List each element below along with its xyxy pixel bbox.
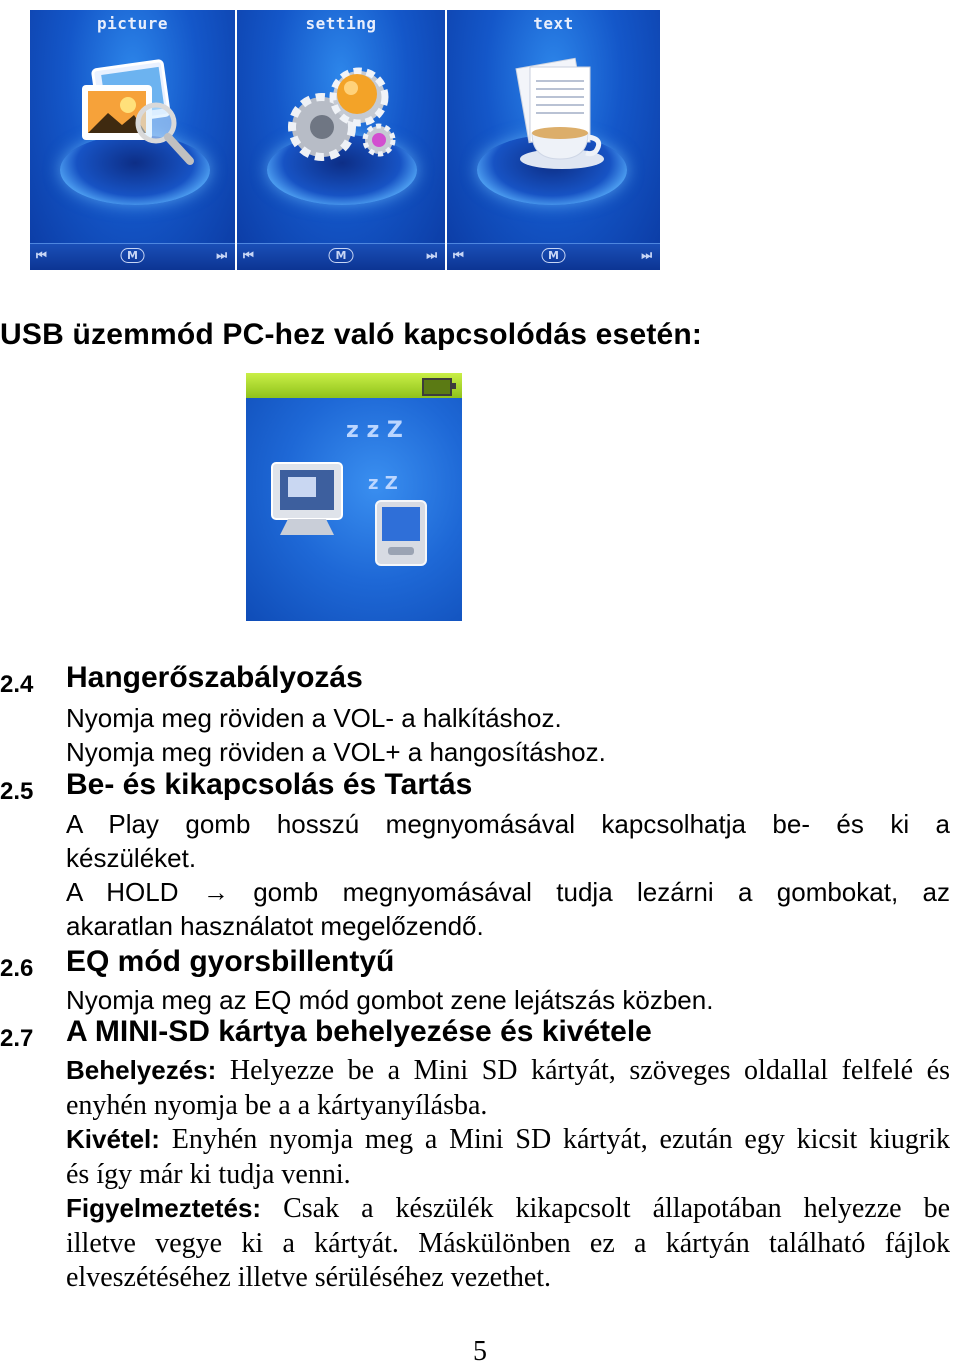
picture-icon xyxy=(78,55,198,175)
warning-label: Figyelmeztetés: xyxy=(66,1193,262,1223)
body-line: A Play gomb hosszú megnyomásával kapcsolhatja be- és ki a xyxy=(66,809,950,839)
menu-icon: M xyxy=(120,248,145,263)
screen-title: text xyxy=(533,14,574,33)
section-title: Be- és kikapcsolás és Tartás xyxy=(66,768,473,801)
section-number: 2.5 xyxy=(0,778,34,805)
screen-control-bar xyxy=(30,243,235,270)
screen-title: picture xyxy=(97,14,168,33)
section-number: 2.7 xyxy=(0,1025,34,1052)
body-line: A HOLD → gomb megnyomásával tudja lezárni a gombokat, az xyxy=(66,877,950,907)
battery-icon xyxy=(422,378,452,396)
menu-screenshots xyxy=(30,10,660,270)
section-number: 2.4 xyxy=(0,671,34,698)
menu-icon: M xyxy=(329,248,354,263)
menu-icon: M xyxy=(541,248,566,263)
sleep-text: z Z xyxy=(368,473,398,494)
picture-screen xyxy=(30,10,235,270)
body-text: Enyhén nyomja meg a Mini SD kártyát, ezután egy kicsit kiugrik xyxy=(171,1124,950,1155)
prev-icon: ⏮ xyxy=(36,248,47,262)
text-screen xyxy=(447,10,660,270)
prev-icon: ⏮ xyxy=(453,248,464,262)
body-line: akaratlan használatot megelőzendő. xyxy=(66,911,484,941)
document-coffee-icon xyxy=(492,55,622,180)
section-number: 2.6 xyxy=(0,955,34,982)
screen-title: setting xyxy=(305,14,377,33)
prev-icon: ⏮ xyxy=(243,248,254,262)
insert-paragraph-line xyxy=(66,1055,950,1087)
next-icon: ⏭ xyxy=(216,248,227,262)
body-text: Csak a készülék kikapcsolt állapotában helyezze be xyxy=(283,1193,951,1224)
sleep-text: z z Z xyxy=(346,418,403,443)
setting-screen xyxy=(237,10,445,270)
body-text: Helyezze be a Mini SD kártyát, szöveges oldallal felfelé és xyxy=(229,1055,951,1086)
body-line: és így már ki tudja venni. xyxy=(66,1159,351,1190)
insert-label: Behelyezés: xyxy=(66,1055,217,1085)
next-icon: ⏭ xyxy=(641,248,652,262)
usb-mode-screen xyxy=(246,373,462,621)
body-line: enyhén nyomja be a a kártyanyílásba. xyxy=(66,1090,488,1121)
page-number: 5 xyxy=(473,1336,487,1367)
section-title: Hangerőszabályozás xyxy=(66,661,363,694)
battery-tip xyxy=(452,383,456,389)
pc-device-icon xyxy=(264,443,444,613)
body-line: Nyomja meg az EQ mód gombot zene lejátszás közben. xyxy=(66,985,714,1015)
remove-label: Kivétel: xyxy=(66,1124,160,1154)
section-title: EQ mód gyorsbillentyű xyxy=(66,945,395,978)
next-icon: ⏭ xyxy=(426,248,437,262)
screen-control-bar xyxy=(447,243,660,270)
usb-heading: USB üzemmód PC-hez való kapcsolódás esetén: xyxy=(0,318,703,351)
body-line: illetve vegye ki a kártyát. Máskülönben ez a kártyán található fájlok xyxy=(66,1228,950,1259)
section-title: A MINI-SD kártya behelyezése és kivétele xyxy=(66,1015,652,1048)
body-line: készüléket. xyxy=(66,843,197,873)
screen-control-bar xyxy=(237,243,445,270)
body-line: Nyomja meg röviden a VOL+ a hangosításhoz. xyxy=(66,737,606,767)
gear-icon xyxy=(277,52,407,177)
warning-paragraph-line xyxy=(66,1193,950,1225)
body-line: Nyomja meg röviden a VOL- a halkításhoz. xyxy=(66,703,562,733)
remove-paragraph-line xyxy=(66,1124,950,1156)
body-line: elveszétéséhez illetve sérüléséhez vezethet. xyxy=(66,1262,552,1293)
